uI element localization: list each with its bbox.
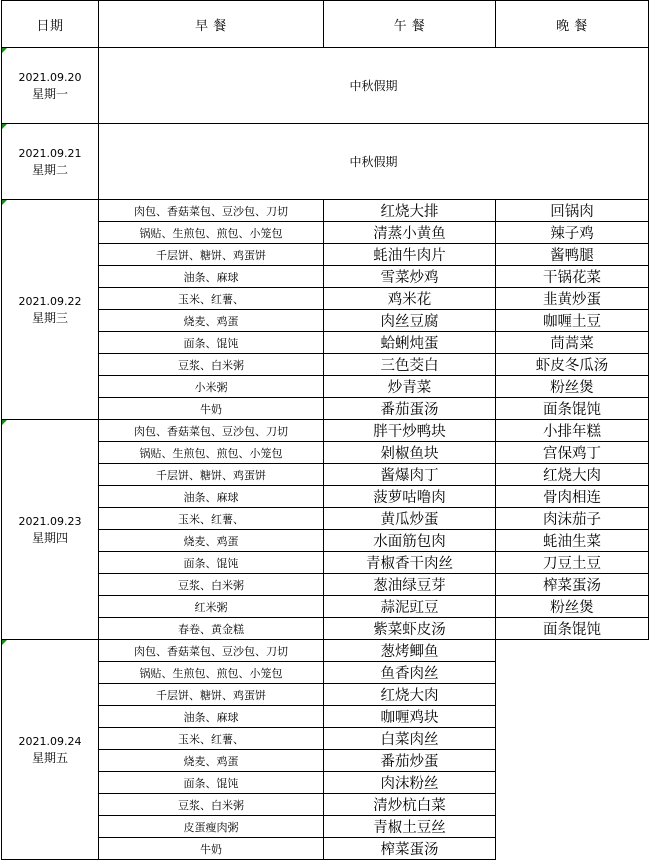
breakfast-item: 油条、麻球 [99, 486, 324, 508]
lunch-item: 炒青菜 [324, 376, 496, 398]
header-row [2, 1, 649, 48]
breakfast-item: 烧麦、鸡蛋 [99, 530, 324, 552]
breakfast-item: 面条、馄饨 [99, 332, 324, 354]
meal-row [2, 266, 649, 288]
dinner-item: 酱鸭腿 [496, 244, 649, 266]
meal-row [2, 530, 649, 552]
weekday-text: 星期三 [31, 310, 68, 325]
dinner-item: 蚝油生菜 [496, 530, 649, 552]
breakfast-item: 锅贴、生煎包、煎包、小笼包 [99, 662, 324, 684]
breakfast-item: 油条、麻球 [99, 706, 324, 728]
date-text: 2021.09.22 [18, 294, 82, 308]
holiday-cell: 中秋假期 [99, 48, 649, 124]
lunch-item: 肉沫粉丝 [324, 772, 496, 794]
lunch-item: 剁椒鱼块 [324, 442, 496, 464]
header-dinner: 晚 餐 [496, 1, 649, 48]
meal-row [2, 398, 649, 420]
meal-row [2, 486, 649, 508]
meal-row [2, 354, 649, 376]
meal-row [2, 288, 649, 310]
dinner-item: 小排年糕 [496, 420, 649, 442]
breakfast-item: 豆浆、白米粥 [99, 354, 324, 376]
dinner-item: 辣子鸡 [496, 222, 649, 244]
dinner-item: 粉丝煲 [496, 376, 649, 398]
dinner-empty [496, 728, 649, 750]
lunch-item: 青椒香干肉丝 [324, 552, 496, 574]
lunch-item: 三色茭白 [324, 354, 496, 376]
dinner-item: 面条馄饨 [496, 398, 649, 420]
meal-row [2, 816, 649, 838]
day-row-tue [2, 124, 649, 200]
breakfast-item: 玉米、红薯、 [99, 288, 324, 310]
dinner-empty [496, 750, 649, 772]
breakfast-item: 红米粥 [99, 596, 324, 618]
meal-row [2, 552, 649, 574]
lunch-item: 鸡米花 [324, 288, 496, 310]
breakfast-item: 千层饼、糖饼、鸡蛋饼 [99, 684, 324, 706]
header-date: 日期 [2, 1, 99, 48]
date-cell [2, 640, 99, 860]
cell-marker [2, 124, 7, 129]
lunch-item: 番茄蛋汤 [324, 398, 496, 420]
holiday-cell: 中秋假期 [99, 124, 649, 200]
lunch-item: 黄瓜炒蛋 [324, 508, 496, 530]
dinner-item: 红烧大肉 [496, 464, 649, 486]
meal-row [2, 662, 649, 684]
breakfast-item: 千层饼、糖饼、鸡蛋饼 [99, 244, 324, 266]
lunch-item: 鱼香肉丝 [324, 662, 496, 684]
dinner-item: 回锅肉 [496, 200, 649, 222]
breakfast-item: 面条、馄饨 [99, 772, 324, 794]
date-text: 2021.09.21 [18, 146, 82, 160]
dinner-item: 韭黄炒蛋 [496, 288, 649, 310]
header-lunch: 午 餐 [324, 1, 496, 48]
date-cell [2, 200, 99, 420]
breakfast-item: 烧麦、鸡蛋 [99, 310, 324, 332]
meal-row [2, 376, 649, 398]
weekday-text: 星期四 [31, 530, 68, 545]
lunch-item: 葱油绿豆芽 [324, 574, 496, 596]
lunch-item: 胖干炒鸭块 [324, 420, 496, 442]
dinner-item: 肉沫茄子 [496, 508, 649, 530]
lunch-item: 蚝油牛肉片 [324, 244, 496, 266]
dinner-item: 宫保鸡丁 [496, 442, 649, 464]
meal-row [2, 310, 649, 332]
lunch-item: 雪菜炒鸡 [324, 266, 496, 288]
meal-row [2, 574, 649, 596]
breakfast-item: 肉包、香菇菜包、豆沙包、刀切 [99, 420, 324, 442]
lunch-item: 白菜肉丝 [324, 728, 496, 750]
breakfast-item: 玉米、红薯、 [99, 508, 324, 530]
lunch-item: 紫菜虾皮汤 [324, 618, 496, 640]
breakfast-item: 面条、馄饨 [99, 552, 324, 574]
weekday-text: 星期二 [31, 162, 68, 177]
header-breakfast: 早 餐 [99, 1, 324, 48]
dinner-empty [496, 816, 649, 838]
date-cell [2, 124, 99, 200]
date-text: 2021.09.23 [18, 514, 82, 528]
lunch-item: 肉丝豆腐 [324, 310, 496, 332]
breakfast-item: 锅贴、生煎包、煎包、小笼包 [99, 442, 324, 464]
meal-row [2, 596, 649, 618]
breakfast-item: 油条、麻球 [99, 266, 324, 288]
lunch-item: 清蒸小黄鱼 [324, 222, 496, 244]
meal-row [2, 838, 649, 860]
dinner-empty [496, 684, 649, 706]
lunch-item: 菠萝咕噜肉 [324, 486, 496, 508]
meal-row [2, 728, 649, 750]
dinner-empty [496, 706, 649, 728]
meal-row [2, 222, 649, 244]
meal-row [2, 750, 649, 772]
lunch-item: 番茄炒蛋 [324, 750, 496, 772]
breakfast-item: 烧麦、鸡蛋 [99, 750, 324, 772]
weekday-text: 星期一 [31, 86, 68, 101]
meal-row [2, 244, 649, 266]
breakfast-item: 千层饼、糖饼、鸡蛋饼 [99, 464, 324, 486]
date-cell [2, 420, 99, 640]
lunch-item: 酱爆肉丁 [324, 464, 496, 486]
dinner-item: 干锅花菜 [496, 266, 649, 288]
meal-row [2, 200, 649, 222]
dinner-item: 骨肉相连 [496, 486, 649, 508]
lunch-item: 蛤蜊炖蛋 [324, 332, 496, 354]
dinner-item: 面条馄饨 [496, 618, 649, 640]
menu-table [1, 0, 649, 860]
meal-row [2, 420, 649, 442]
date-cell [2, 48, 99, 124]
dinner-item: 粉丝煲 [496, 596, 649, 618]
meal-row [2, 618, 649, 640]
breakfast-item: 皮蛋瘦肉粥 [99, 816, 324, 838]
lunch-item: 清炒杭白菜 [324, 794, 496, 816]
meal-row [2, 706, 649, 728]
cell-marker [2, 200, 7, 205]
breakfast-item: 豆浆、白米粥 [99, 574, 324, 596]
lunch-item: 榨菜蛋汤 [324, 838, 496, 860]
dinner-empty [496, 794, 649, 816]
lunch-item: 咖喱鸡块 [324, 706, 496, 728]
dinner-item: 咖喱土豆 [496, 310, 649, 332]
breakfast-item: 豆浆、白米粥 [99, 794, 324, 816]
cell-marker [2, 640, 7, 645]
date-text: 2021.09.20 [18, 70, 82, 84]
dinner-item: 榨菜蛋汤 [496, 574, 649, 596]
lunch-item: 蒜泥豇豆 [324, 596, 496, 618]
lunch-item: 葱烤鲫鱼 [324, 640, 496, 662]
breakfast-item: 春卷、黄金糕 [99, 618, 324, 640]
date-text: 2021.09.24 [18, 734, 82, 748]
lunch-item: 红烧大排 [324, 200, 496, 222]
breakfast-item: 肉包、香菇菜包、豆沙包、刀切 [99, 200, 324, 222]
breakfast-item: 牛奶 [99, 838, 324, 860]
meal-row [2, 794, 649, 816]
lunch-item: 红烧大肉 [324, 684, 496, 706]
lunch-item: 青椒土豆丝 [324, 816, 496, 838]
cell-marker [2, 420, 7, 425]
day-row-mon [2, 48, 649, 124]
meal-row [2, 508, 649, 530]
breakfast-item: 牛奶 [99, 398, 324, 420]
cell-marker [2, 48, 7, 53]
meal-row [2, 332, 649, 354]
dinner-item: 茼蒿菜 [496, 332, 649, 354]
dinner-empty [496, 640, 649, 662]
meal-row [2, 684, 649, 706]
breakfast-item: 肉包、香菇菜包、豆沙包、刀切 [99, 640, 324, 662]
meal-row [2, 442, 649, 464]
dinner-item: 刀豆土豆 [496, 552, 649, 574]
lunch-item: 水面筋包肉 [324, 530, 496, 552]
weekday-text: 星期五 [31, 750, 68, 765]
breakfast-item: 锅贴、生煎包、煎包、小笼包 [99, 222, 324, 244]
breakfast-item: 玉米、红薯、 [99, 728, 324, 750]
dinner-empty [496, 838, 649, 860]
meal-row [2, 640, 649, 662]
dinner-item: 虾皮冬瓜汤 [496, 354, 649, 376]
dinner-empty [496, 662, 649, 684]
meal-row [2, 464, 649, 486]
breakfast-item: 小米粥 [99, 376, 324, 398]
